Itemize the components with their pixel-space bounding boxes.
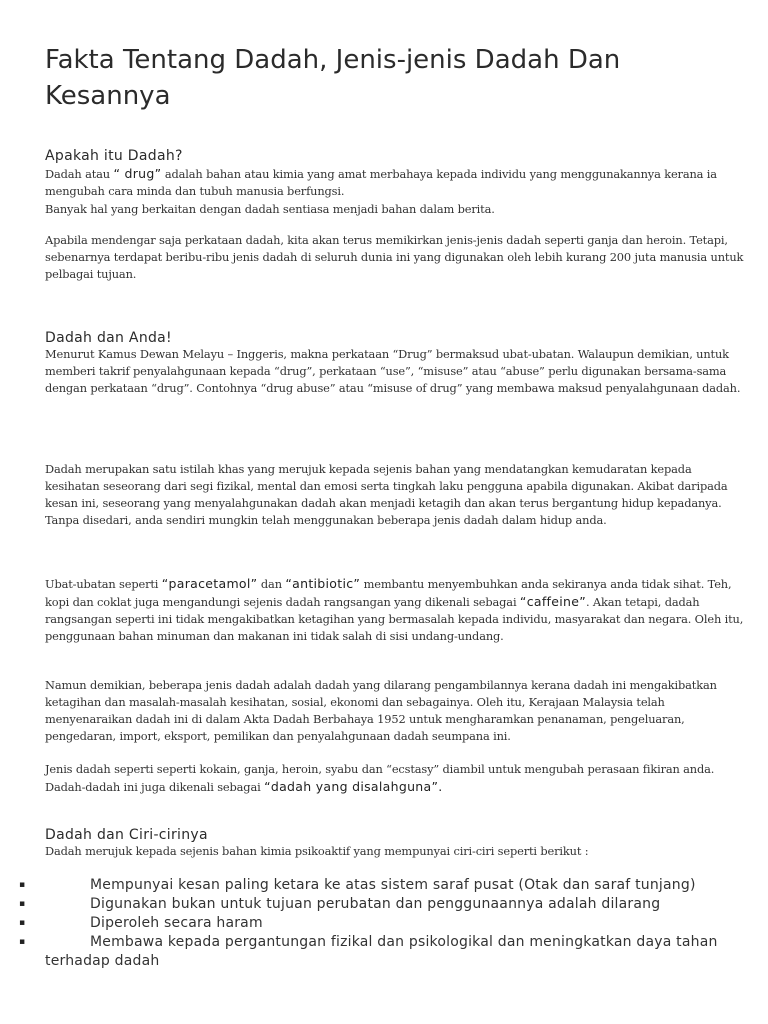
paragraph: Apabila mendengar saja perkataan dadah, kita akan terus memikirkan jenis-jenis dadah seperti ganja dan heroin. Tetapi, sebenarnya terdapat beribu-ribu jenis dadah di seluruh dunia ini yang digunakan oleh lebih kurang 200 juta manusia untuk pelbagai tujuan. <box>45 233 744 281</box>
section-heading-apakah: Apakah itu Dadah? <box>45 148 183 164</box>
bullet-icon: ▪ <box>19 937 26 947</box>
text: . Akan tetapi, dadah rangsangan seperti ini tidak mengakibatkan ketagihan yang bermasalah kepada individu, masyarakat dan negara. Oleh itu, penggunaan bahan minuman dan makanan ini tidak salah di sisi undang-undang. <box>45 595 744 643</box>
section-heading-ciri: Dadah dan Ciri-cirinya <box>45 827 208 843</box>
emphasis: “caffeine” <box>519 594 586 609</box>
text: membantu menyembuhkan anda sekiranya anda tidak sihat. Teh, kopi dan coklat juga mengandungi sejenis dadah rangsangan yang dikenali sebagai <box>45 577 732 609</box>
list-item <box>19 914 765 933</box>
paragraph: Banyak hal yang berkaitan dengan dadah sentiasa menjadi bahan dalam berita. <box>45 202 495 216</box>
paragraph: Menurut Kamus Dewan Melayu – Inggeris, makna perkataan “Drug” bermaksud ubat-ubatan. Walaupun demikian, untuk memberi takrif penyalahgunaan kepada “drug”, perkataan “use”, “misuse” atau “abuse” perlu digunakan bersama-sama dengan perkataan “drug”. Contohnya “drug abuse” atau “misuse of drug” yang membawa maksud penyalahgunaan dadah. <box>45 347 741 395</box>
list-item-text: Diperoleh secara haram <box>90 915 263 931</box>
list-item <box>19 876 765 895</box>
list-item <box>19 933 765 971</box>
bullet-icon: ▪ <box>19 899 26 909</box>
paragraph <box>45 165 745 200</box>
text: Jenis dadah seperti seperti kokain, ganja, heroin, syabu dan “ecstasy” diambil untuk mengubah perasaan fikiran anda. Dadah-dadah ini juga dikenali sebagai <box>45 762 715 794</box>
paragraph: Namun demikian, beberapa jenis dadah adalah dadah yang dilarang pengambilannya kerana dadah ini mengakibatkan ketagihan dan masalah-masalah kesihatan, sosial, ekonomi dan sebagainya. Oleh itu, Kerajaan Malaysia telah menyenaraikan dadah ini di dalam Akta Dadah Berbahaya 1952 untuk mengharamkan penanaman, pengeluaran, pengedaran, import, eksport, pemilikan dan penyalahgunaan dadah seumpana ini. <box>45 678 717 743</box>
page-title: Fakta Tentang Dadah, Jenis-jenis Dadah Dan Kesannya <box>45 45 621 111</box>
section-heading-anda: Dadah dan Anda! <box>45 330 172 346</box>
paragraph: Dadah merupakan satu istilah khas yang merujuk kepada sejenis bahan yang mendatangkan kemudaratan kepada kesihatan seseorang dari segi fizikal, mental dan emosi serta tingkah laku pengguna apabila digunakan. Akibat daripada kesan ini, seseorang yang menyalahgunakan dadah akan menjadi ketagih dan akan terus bergantung hidup kepadanya. Tanpa disedari, anda sendiri mungkin telah menggunakan beberapa jenis dadah dalam hidup anda. <box>45 462 728 527</box>
list-item-text: Digunakan bukan untuk tujuan perubatan dan penggunaannya adalah dilarang <box>90 896 661 912</box>
paragraph: Dadah merujuk kepada sejenis bahan kimia psikoaktif yang mempunyai ciri-ciri seperti berikut : <box>45 844 589 858</box>
emphasis: “paracetamol” <box>161 576 258 591</box>
list-item-text: Mempunyai kesan paling ketara ke atas sistem saraf pusat (Otak dan saraf tunjang) <box>90 877 696 893</box>
list-item-text: Membawa kepada pergantungan fizikal dan psikologikal dan meningkatkan daya tahan terhadap dadah <box>45 934 718 969</box>
bullet-icon: ▪ <box>19 880 26 890</box>
emphasis: “dadah yang disalahguna”. <box>264 779 443 794</box>
text: adalah bahan atau kimia yang amat merbahaya kepada individu yang menggunakannya kerana ia mengubah cara minda dan tubuh manusia berfungsi. <box>45 167 717 198</box>
emphasis: “antibiotic” <box>285 576 361 591</box>
list-item <box>19 895 765 914</box>
bullet-icon: ▪ <box>19 918 26 928</box>
text: Dadah atau <box>45 167 114 181</box>
emphasis: “ drug” <box>113 166 162 181</box>
paragraph <box>45 761 745 796</box>
feature-list <box>19 876 765 971</box>
text: dan <box>257 577 286 591</box>
paragraph <box>45 575 745 645</box>
text: Ubat-ubatan seperti <box>45 577 162 591</box>
